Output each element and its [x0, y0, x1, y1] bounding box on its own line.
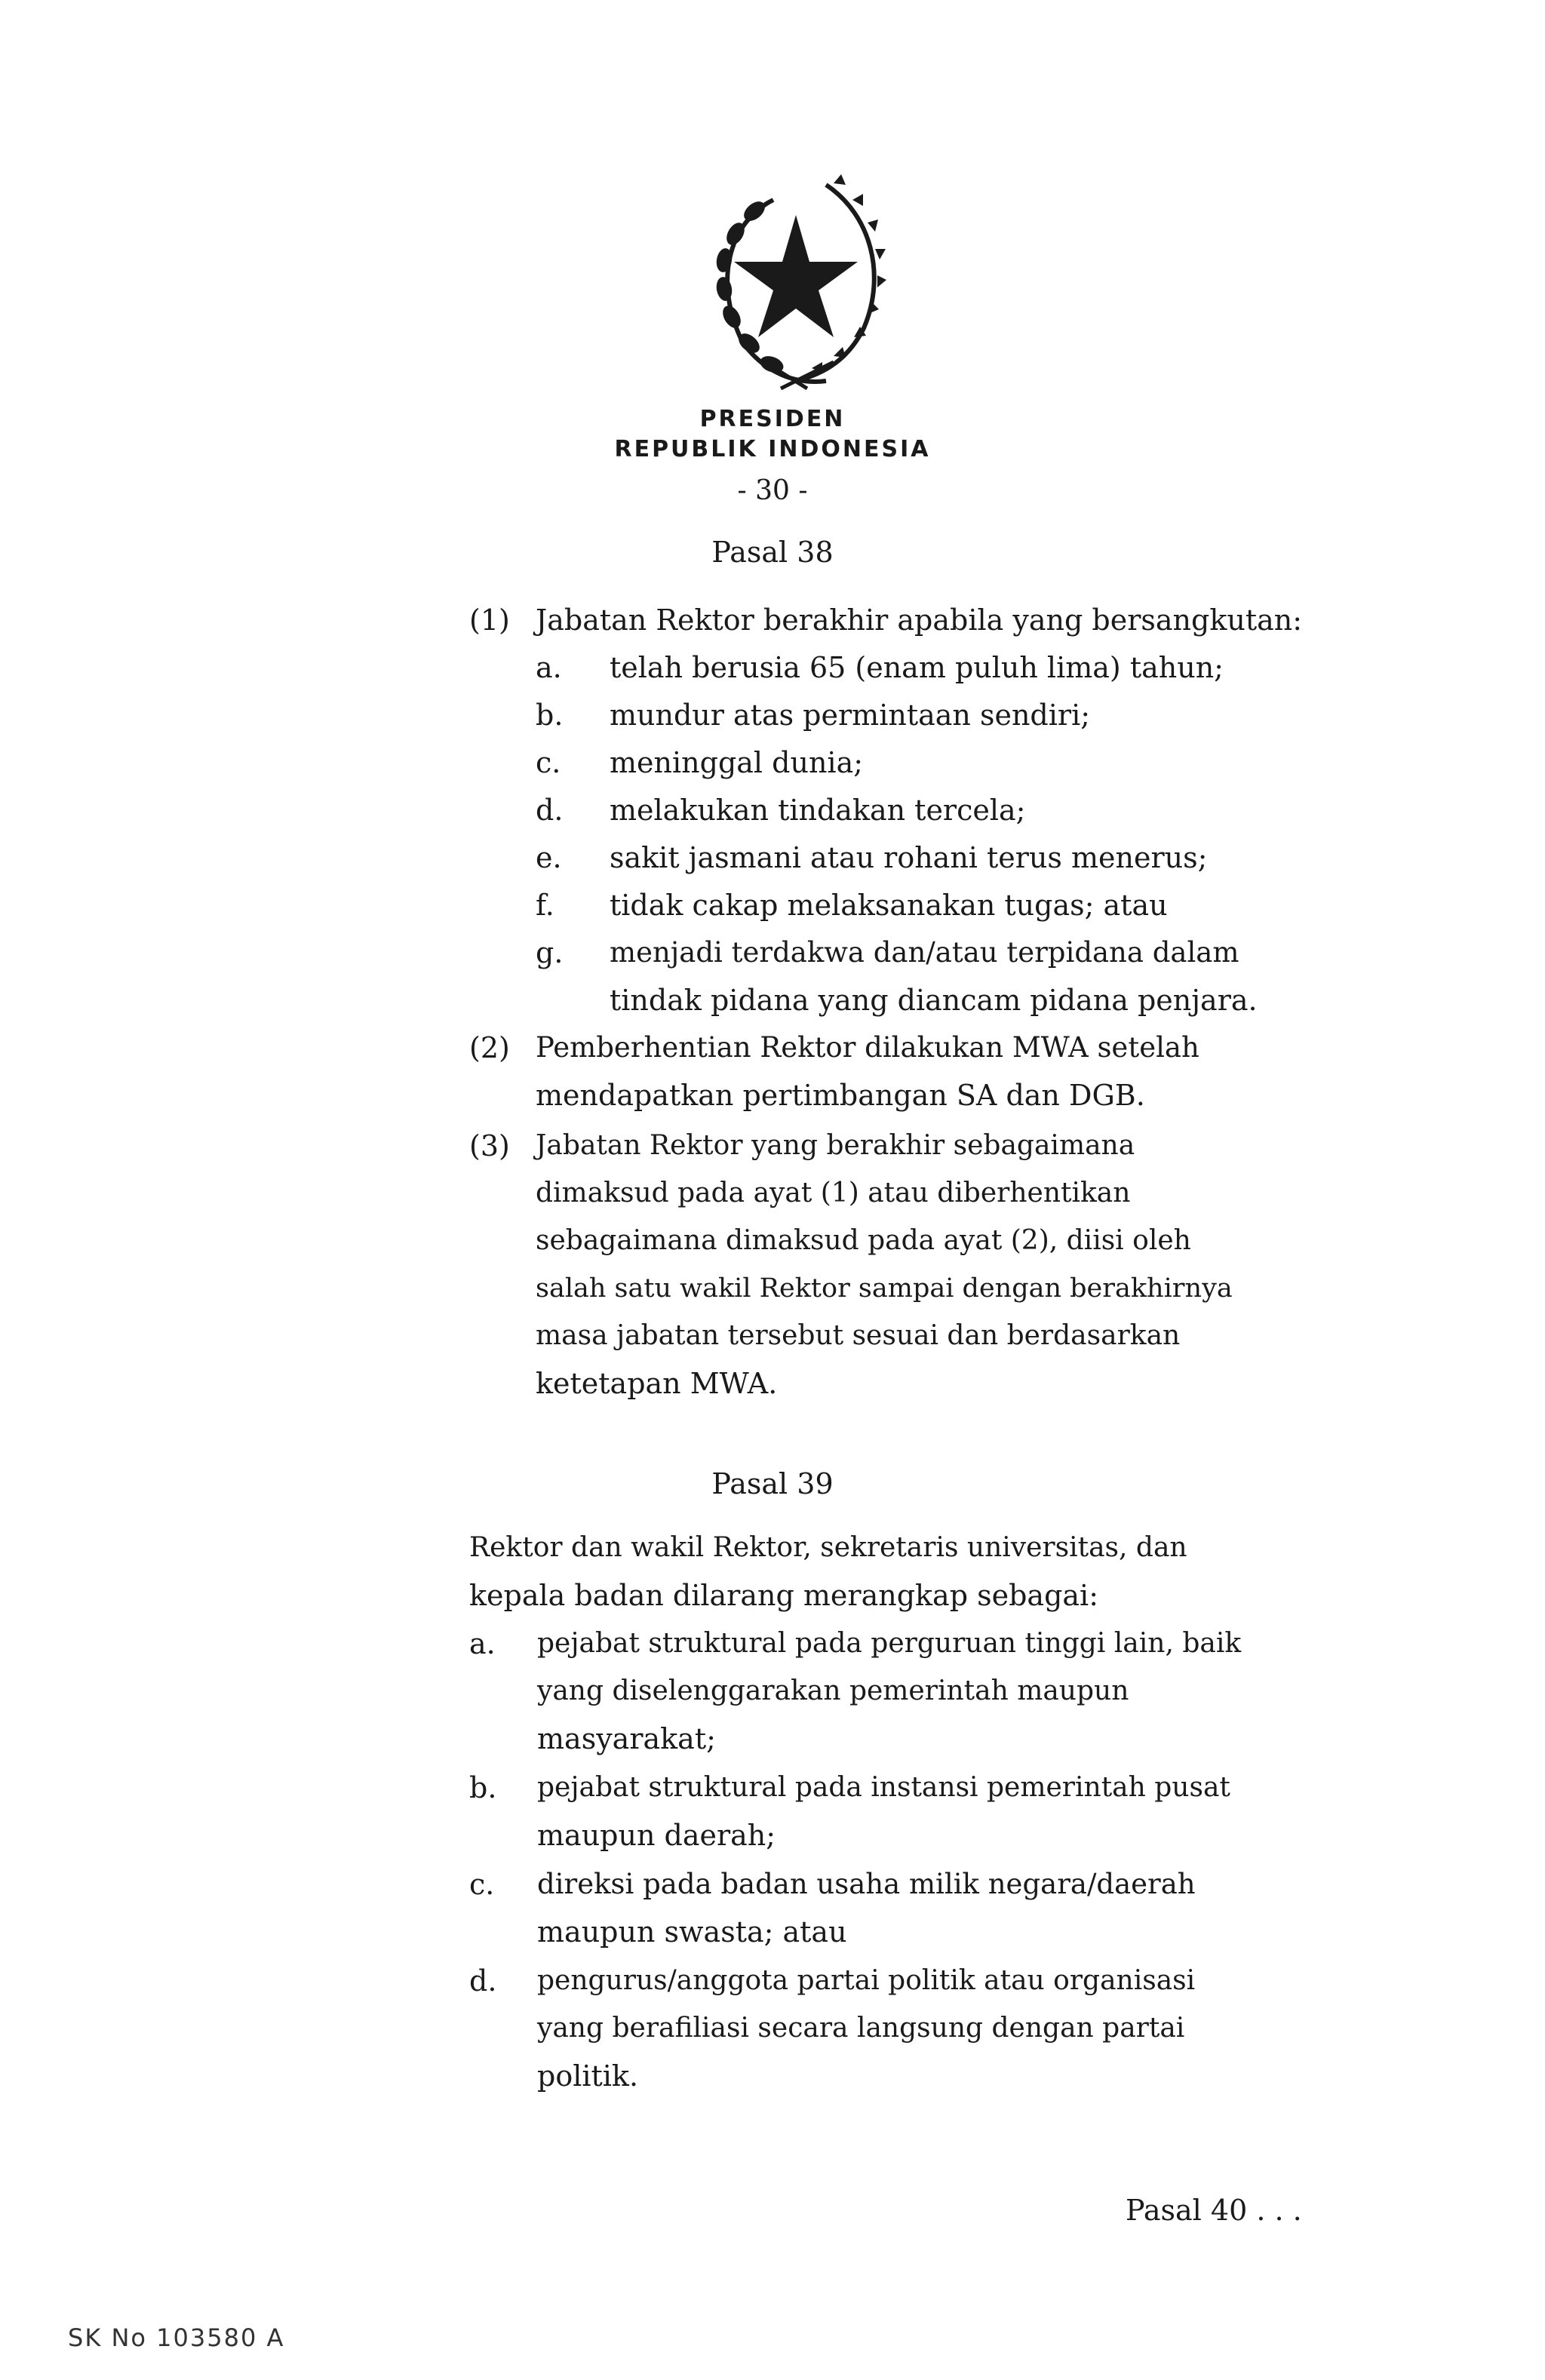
- item-label: d.: [536, 794, 564, 827]
- item-text: sakit jasmani atau rohani terus menerus;: [610, 841, 1208, 874]
- item-text: pejabat struktural pada perguruan tinggi lain, baik: [537, 1628, 1242, 1659]
- item-label: g.: [536, 936, 564, 969]
- ayat-1-label: (1): [469, 603, 510, 637]
- page-number: - 30 -: [737, 475, 808, 506]
- ayat-1-text: Jabatan Rektor berakhir apabila yang bersangkutan:: [536, 603, 1303, 637]
- ayat-3-text: dimaksud pada ayat (1) atau diberhentikan: [536, 1178, 1131, 1208]
- item-label: d.: [469, 1964, 497, 1998]
- pasal-39-intro: Rektor dan wakil Rektor, sekretaris universitas, dan: [469, 1532, 1187, 1563]
- pasal-39-title: Pasal 39: [711, 1467, 834, 1500]
- item-text: tindak pidana yang diancam pidana penjara.: [610, 984, 1258, 1017]
- item-text: melakukan tindakan tercela;: [610, 794, 1026, 827]
- item-text: yang berafiliasi secara langsung dengan partai: [537, 2013, 1185, 2044]
- ayat-3-text: masa jabatan tersebut sesuai dan berdasarkan: [536, 1320, 1181, 1351]
- item-label: f.: [536, 889, 554, 922]
- item-text: direksi pada badan usaha milik negara/daerah: [537, 1868, 1196, 1900]
- item-label: b.: [536, 699, 564, 732]
- pasal-39-intro: kepala badan dilarang merangkap sebagai:: [469, 1579, 1099, 1612]
- item-text: meninggal dunia;: [610, 746, 864, 779]
- item-text: yang diselenggarakan pemerintah maupun: [537, 1675, 1129, 1706]
- item-text: pejabat struktural pada instansi pemerintah pusat: [537, 1772, 1230, 1803]
- ayat-2-label: (2): [469, 1031, 510, 1064]
- item-label: e.: [536, 841, 562, 874]
- item-text: maupun daerah;: [537, 1819, 776, 1852]
- header-presiden: PRESIDEN: [699, 406, 846, 432]
- pasal-38-title: Pasal 38: [711, 536, 834, 569]
- ayat-2-text: Pemberhentian Rektor dilakukan MWA setelah: [536, 1031, 1199, 1064]
- item-text: masyarakat;: [537, 1722, 716, 1755]
- document-code: SK No 103580 A: [68, 2323, 285, 2352]
- item-label: a.: [469, 1627, 496, 1660]
- item-label: a.: [536, 651, 562, 684]
- ayat-3-text: salah satu wakil Rektor sampai dengan berakhirnya: [536, 1273, 1233, 1304]
- item-text: pengurus/anggota partai politik atau organisasi: [537, 1965, 1196, 1996]
- ayat-3-text: sebagaimana dimaksud pada ayat (2), diisi oleh: [536, 1225, 1191, 1256]
- item-text: tidak cakap melaksanakan tugas; atau: [610, 889, 1168, 922]
- next-page-reference: Pasal 40 . . .: [1126, 2194, 1302, 2227]
- item-label: c.: [469, 1868, 495, 1901]
- ayat-3-text: Jabatan Rektor yang berakhir sebagaimana: [536, 1130, 1135, 1161]
- item-text: telah berusia 65 (enam puluh lima) tahun;: [610, 651, 1224, 684]
- item-text: maupun swasta; atau: [537, 1915, 847, 1949]
- ayat-3-label: (3): [469, 1129, 510, 1162]
- item-text: menjadi terdakwa dan/atau terpidana dalam: [610, 936, 1239, 969]
- ayat-2-text: mendapatkan pertimbangan SA dan DGB.: [536, 1079, 1145, 1112]
- item-text: politik.: [537, 2059, 639, 2093]
- item-label: b.: [469, 1771, 497, 1804]
- header-republik-indonesia: REPUBLIK INDONESIA: [614, 436, 931, 462]
- ayat-3-text: ketetapan MWA.: [536, 1367, 778, 1400]
- presidential-seal-icon: [683, 170, 902, 396]
- item-text: mundur atas permintaan sendiri;: [610, 699, 1091, 732]
- item-label: c.: [536, 746, 561, 779]
